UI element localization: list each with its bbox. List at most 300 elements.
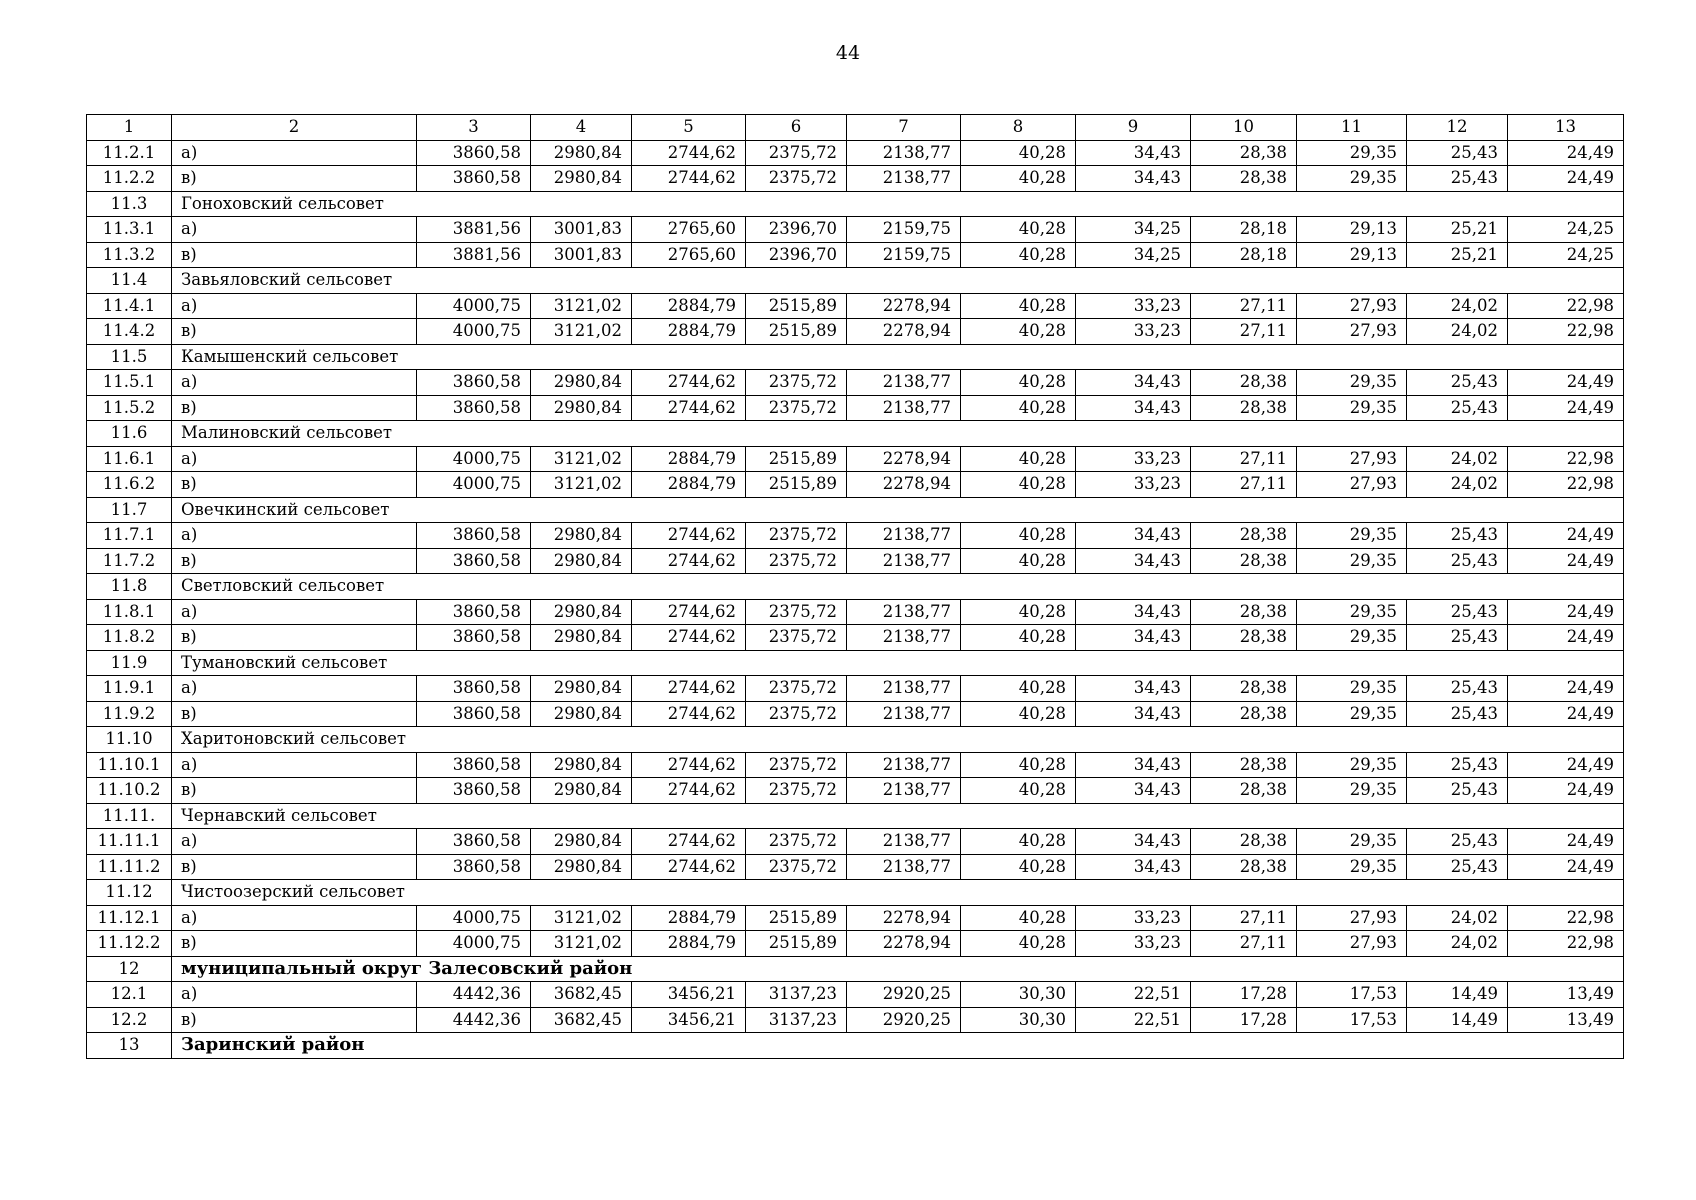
value-cell: 2396,70: [746, 242, 847, 268]
table-row: [87, 166, 1624, 192]
column-number-cell: 12: [1407, 115, 1508, 141]
table-row: [87, 854, 1624, 880]
column-number-cell: 8: [961, 115, 1076, 141]
table-row: [87, 701, 1624, 727]
value-cell: 27,93: [1297, 931, 1407, 957]
value-cell: 29,35: [1297, 829, 1407, 855]
table-row: [87, 370, 1624, 396]
value-cell: 28,38: [1191, 395, 1297, 421]
value-cell: 24,49: [1508, 548, 1624, 574]
row-label-cell: а): [172, 446, 417, 472]
row-label-cell: а): [172, 905, 417, 931]
value-cell: 14,49: [1407, 1007, 1508, 1033]
value-cell: 3121,02: [531, 319, 632, 345]
value-cell: 40,28: [961, 319, 1076, 345]
value-cell: 2278,94: [847, 293, 961, 319]
row-index-cell: 11.9.1: [87, 676, 172, 702]
value-cell: 40,28: [961, 446, 1076, 472]
value-cell: 2278,94: [847, 446, 961, 472]
row-index-cell: 11.8.1: [87, 599, 172, 625]
value-cell: 34,25: [1076, 217, 1191, 243]
row-label-cell: в): [172, 395, 417, 421]
value-cell: 28,38: [1191, 548, 1297, 574]
value-cell: 4000,75: [417, 905, 531, 931]
column-number-cell: 4: [531, 115, 632, 141]
value-cell: 25,43: [1407, 829, 1508, 855]
value-cell: 29,35: [1297, 676, 1407, 702]
value-cell: 24,25: [1508, 217, 1624, 243]
value-cell: 33,23: [1076, 931, 1191, 957]
value-cell: 2138,77: [847, 548, 961, 574]
column-number-cell: 11: [1297, 115, 1407, 141]
value-cell: 2980,84: [531, 370, 632, 396]
section-title: Тумановский сельсовет: [172, 650, 1624, 676]
value-cell: 28,38: [1191, 166, 1297, 192]
value-cell: 3860,58: [417, 140, 531, 166]
value-cell: 4000,75: [417, 472, 531, 498]
row-label-cell: а): [172, 676, 417, 702]
value-cell: 40,28: [961, 854, 1076, 880]
value-cell: 40,28: [961, 472, 1076, 498]
value-cell: 2375,72: [746, 166, 847, 192]
value-cell: 2138,77: [847, 140, 961, 166]
table-row: [87, 319, 1624, 345]
value-cell: 29,35: [1297, 625, 1407, 651]
value-cell: 34,43: [1076, 548, 1191, 574]
row-label-cell: а): [172, 140, 417, 166]
table-row: [87, 931, 1624, 957]
value-cell: 3881,56: [417, 217, 531, 243]
value-cell: 27,11: [1191, 931, 1297, 957]
row-label-cell: а): [172, 829, 417, 855]
value-cell: 33,23: [1076, 293, 1191, 319]
value-cell: 2744,62: [632, 370, 746, 396]
district-title: муниципальный округ Залесовский район: [172, 956, 1624, 982]
value-cell: 24,49: [1508, 701, 1624, 727]
value-cell: 40,28: [961, 599, 1076, 625]
value-cell: 27,93: [1297, 319, 1407, 345]
value-cell: 40,28: [961, 625, 1076, 651]
value-cell: 2138,77: [847, 625, 961, 651]
row-index-cell: 11.4: [87, 268, 172, 294]
section-title: Малиновский сельсовет: [172, 421, 1624, 447]
value-cell: 2375,72: [746, 829, 847, 855]
value-cell: 28,38: [1191, 599, 1297, 625]
column-number-row: [87, 115, 1624, 141]
value-cell: 3121,02: [531, 905, 632, 931]
value-cell: 22,98: [1508, 319, 1624, 345]
value-cell: 2375,72: [746, 548, 847, 574]
value-cell: 2744,62: [632, 625, 746, 651]
table-row: [87, 778, 1624, 804]
value-cell: 4000,75: [417, 293, 531, 319]
value-cell: 29,35: [1297, 548, 1407, 574]
row-index-cell: 11.3.1: [87, 217, 172, 243]
section-header-row: [87, 344, 1624, 370]
value-cell: 3881,56: [417, 242, 531, 268]
value-cell: 34,43: [1076, 370, 1191, 396]
value-cell: 3860,58: [417, 676, 531, 702]
value-cell: 3121,02: [531, 472, 632, 498]
value-cell: 2980,84: [531, 140, 632, 166]
value-cell: 24,02: [1407, 293, 1508, 319]
value-cell: 30,30: [961, 982, 1076, 1008]
row-label-cell: а): [172, 752, 417, 778]
column-number-cell: 7: [847, 115, 961, 141]
value-cell: 29,35: [1297, 701, 1407, 727]
row-index-cell: 11.12.2: [87, 931, 172, 957]
value-cell: 2515,89: [746, 446, 847, 472]
value-cell: 34,43: [1076, 752, 1191, 778]
value-cell: 2744,62: [632, 829, 746, 855]
value-cell: 33,23: [1076, 905, 1191, 931]
row-index-cell: 11.6.1: [87, 446, 172, 472]
value-cell: 2375,72: [746, 370, 847, 396]
column-number-cell: 9: [1076, 115, 1191, 141]
value-cell: 30,30: [961, 1007, 1076, 1033]
value-cell: 4000,75: [417, 446, 531, 472]
table-row: [87, 905, 1624, 931]
value-cell: 2980,84: [531, 829, 632, 855]
value-cell: 22,98: [1508, 905, 1624, 931]
section-header-row: [87, 268, 1624, 294]
row-index-cell: 11.7.2: [87, 548, 172, 574]
value-cell: 24,02: [1407, 446, 1508, 472]
value-cell: 2980,84: [531, 701, 632, 727]
value-cell: 3860,58: [417, 523, 531, 549]
value-cell: 3121,02: [531, 446, 632, 472]
row-index-cell: 11.12.1: [87, 905, 172, 931]
value-cell: 3860,58: [417, 778, 531, 804]
value-cell: 25,21: [1407, 217, 1508, 243]
value-cell: 34,43: [1076, 854, 1191, 880]
value-cell: 2744,62: [632, 854, 746, 880]
value-cell: 2138,77: [847, 752, 961, 778]
value-cell: 2375,72: [746, 599, 847, 625]
value-cell: 2515,89: [746, 905, 847, 931]
value-cell: 27,11: [1191, 905, 1297, 931]
row-index-cell: 11.2.1: [87, 140, 172, 166]
value-cell: 14,49: [1407, 982, 1508, 1008]
value-cell: 28,18: [1191, 242, 1297, 268]
value-cell: 17,53: [1297, 1007, 1407, 1033]
value-cell: 34,43: [1076, 523, 1191, 549]
value-cell: 2744,62: [632, 752, 746, 778]
row-label-cell: а): [172, 293, 417, 319]
section-title: Чернавский сельсовет: [172, 803, 1624, 829]
value-cell: 33,23: [1076, 319, 1191, 345]
value-cell: 13,49: [1508, 1007, 1624, 1033]
value-cell: 2980,84: [531, 395, 632, 421]
row-label-cell: в): [172, 625, 417, 651]
row-index-cell: 12: [87, 956, 172, 982]
value-cell: 3456,21: [632, 1007, 746, 1033]
value-cell: 40,28: [961, 395, 1076, 421]
row-label-cell: в): [172, 472, 417, 498]
value-cell: 2980,84: [531, 778, 632, 804]
row-index-cell: 11.10: [87, 727, 172, 753]
row-index-cell: 11.11.1: [87, 829, 172, 855]
section-header-row: [87, 803, 1624, 829]
value-cell: 34,43: [1076, 829, 1191, 855]
value-cell: 27,11: [1191, 446, 1297, 472]
value-cell: 40,28: [961, 752, 1076, 778]
value-cell: 2138,77: [847, 778, 961, 804]
value-cell: 2884,79: [632, 319, 746, 345]
section-title: Завьяловский сельсовет: [172, 268, 1624, 294]
section-header-row: [87, 650, 1624, 676]
row-index-cell: 11.11.: [87, 803, 172, 829]
value-cell: 29,35: [1297, 778, 1407, 804]
value-cell: 34,25: [1076, 242, 1191, 268]
value-cell: 25,43: [1407, 523, 1508, 549]
value-cell: 27,93: [1297, 472, 1407, 498]
row-label-cell: в): [172, 242, 417, 268]
section-header-row: [87, 497, 1624, 523]
value-cell: 3682,45: [531, 1007, 632, 1033]
district-header-row: [87, 1033, 1624, 1059]
row-index-cell: 11.9.2: [87, 701, 172, 727]
row-index-cell: 11.9: [87, 650, 172, 676]
value-cell: 25,21: [1407, 242, 1508, 268]
section-title: Чистоозерский сельсовет: [172, 880, 1624, 906]
value-cell: 29,13: [1297, 217, 1407, 243]
value-cell: 28,18: [1191, 217, 1297, 243]
value-cell: 2980,84: [531, 676, 632, 702]
value-cell: 24,49: [1508, 599, 1624, 625]
value-cell: 2375,72: [746, 854, 847, 880]
value-cell: 40,28: [961, 140, 1076, 166]
row-label-cell: в): [172, 854, 417, 880]
value-cell: 24,49: [1508, 829, 1624, 855]
value-cell: 2884,79: [632, 905, 746, 931]
row-index-cell: 13: [87, 1033, 172, 1059]
section-header-row: [87, 191, 1624, 217]
value-cell: 28,38: [1191, 752, 1297, 778]
value-cell: 40,28: [961, 548, 1076, 574]
value-cell: 2884,79: [632, 931, 746, 957]
value-cell: 29,35: [1297, 523, 1407, 549]
row-index-cell: 12.1: [87, 982, 172, 1008]
value-cell: 4000,75: [417, 931, 531, 957]
value-cell: 3682,45: [531, 982, 632, 1008]
column-number-cell: 6: [746, 115, 847, 141]
value-cell: 22,98: [1508, 931, 1624, 957]
value-cell: 2884,79: [632, 446, 746, 472]
row-label-cell: а): [172, 370, 417, 396]
value-cell: 40,28: [961, 676, 1076, 702]
value-cell: 2884,79: [632, 472, 746, 498]
value-cell: 2744,62: [632, 701, 746, 727]
value-cell: 40,28: [961, 370, 1076, 396]
value-cell: 2278,94: [847, 319, 961, 345]
section-header-row: [87, 880, 1624, 906]
value-cell: 2744,62: [632, 395, 746, 421]
value-cell: 24,49: [1508, 752, 1624, 778]
value-cell: 24,49: [1508, 676, 1624, 702]
value-cell: 2515,89: [746, 472, 847, 498]
value-cell: 24,02: [1407, 472, 1508, 498]
value-cell: 2515,89: [746, 293, 847, 319]
value-cell: 25,43: [1407, 778, 1508, 804]
value-cell: 25,43: [1407, 752, 1508, 778]
value-cell: 2884,79: [632, 293, 746, 319]
page-number: 44: [835, 42, 861, 64]
value-cell: 27,93: [1297, 905, 1407, 931]
value-cell: 24,02: [1407, 905, 1508, 931]
value-cell: 2159,75: [847, 242, 961, 268]
row-index-cell: 11.8: [87, 574, 172, 600]
value-cell: 25,43: [1407, 548, 1508, 574]
table-row: [87, 625, 1624, 651]
value-cell: 34,43: [1076, 166, 1191, 192]
value-cell: 2278,94: [847, 905, 961, 931]
value-cell: 40,28: [961, 166, 1076, 192]
value-cell: 2138,77: [847, 523, 961, 549]
row-label-cell: в): [172, 319, 417, 345]
value-cell: 2765,60: [632, 242, 746, 268]
value-cell: 2980,84: [531, 752, 632, 778]
value-cell: 3860,58: [417, 599, 531, 625]
value-cell: 4000,75: [417, 319, 531, 345]
value-cell: 3456,21: [632, 982, 746, 1008]
table-row: [87, 548, 1624, 574]
table-row: [87, 982, 1624, 1008]
value-cell: 24,25: [1508, 242, 1624, 268]
row-index-cell: 11.6.2: [87, 472, 172, 498]
value-cell: 34,43: [1076, 395, 1191, 421]
value-cell: 3860,58: [417, 370, 531, 396]
column-number-cell: 10: [1191, 115, 1297, 141]
section-title: Светловский сельсовет: [172, 574, 1624, 600]
value-cell: 2515,89: [746, 319, 847, 345]
value-cell: 33,23: [1076, 472, 1191, 498]
value-cell: 2396,70: [746, 217, 847, 243]
value-cell: 28,38: [1191, 778, 1297, 804]
value-cell: 24,49: [1508, 395, 1624, 421]
value-cell: 3860,58: [417, 752, 531, 778]
section-title: Гоноховский сельсовет: [172, 191, 1624, 217]
row-label-cell: в): [172, 1007, 417, 1033]
value-cell: 24,49: [1508, 625, 1624, 651]
row-index-cell: 11.4.2: [87, 319, 172, 345]
row-index-cell: 11.7.1: [87, 523, 172, 549]
value-cell: 22,51: [1076, 1007, 1191, 1033]
table-row: [87, 242, 1624, 268]
value-cell: 27,11: [1191, 472, 1297, 498]
value-cell: 24,49: [1508, 370, 1624, 396]
value-cell: 25,43: [1407, 395, 1508, 421]
value-cell: 2980,84: [531, 854, 632, 880]
value-cell: 25,43: [1407, 701, 1508, 727]
row-index-cell: 11.6: [87, 421, 172, 447]
value-cell: 29,13: [1297, 242, 1407, 268]
value-cell: 4442,36: [417, 982, 531, 1008]
value-cell: 40,28: [961, 778, 1076, 804]
value-cell: 28,38: [1191, 701, 1297, 727]
row-index-cell: 11.4.1: [87, 293, 172, 319]
value-cell: 40,28: [961, 701, 1076, 727]
section-header-row: [87, 421, 1624, 447]
table-row: [87, 217, 1624, 243]
value-cell: 27,93: [1297, 293, 1407, 319]
value-cell: 2744,62: [632, 523, 746, 549]
value-cell: 28,38: [1191, 676, 1297, 702]
value-cell: 24,49: [1508, 854, 1624, 880]
value-cell: 27,93: [1297, 446, 1407, 472]
value-cell: 2138,77: [847, 854, 961, 880]
value-cell: 2980,84: [531, 548, 632, 574]
value-cell: 28,38: [1191, 854, 1297, 880]
value-cell: 29,35: [1297, 166, 1407, 192]
value-cell: 24,49: [1508, 523, 1624, 549]
value-cell: 29,35: [1297, 752, 1407, 778]
value-cell: 2980,84: [531, 625, 632, 651]
value-cell: 2138,77: [847, 166, 961, 192]
section-title: Харитоновский сельсовет: [172, 727, 1624, 753]
value-cell: 2375,72: [746, 778, 847, 804]
value-cell: 24,02: [1407, 319, 1508, 345]
value-cell: 2138,77: [847, 701, 961, 727]
value-cell: 25,43: [1407, 166, 1508, 192]
table-body: [87, 115, 1624, 1059]
value-cell: 2138,77: [847, 395, 961, 421]
value-cell: 17,28: [1191, 1007, 1297, 1033]
value-cell: 2375,72: [746, 701, 847, 727]
value-cell: 3860,58: [417, 625, 531, 651]
value-cell: 40,28: [961, 931, 1076, 957]
value-cell: 34,43: [1076, 140, 1191, 166]
value-cell: 34,43: [1076, 701, 1191, 727]
column-number-cell: 1: [87, 115, 172, 141]
row-index-cell: 11.10.1: [87, 752, 172, 778]
value-cell: 24,49: [1508, 778, 1624, 804]
value-cell: 34,43: [1076, 599, 1191, 625]
value-cell: 28,38: [1191, 829, 1297, 855]
value-cell: 25,43: [1407, 370, 1508, 396]
value-cell: 3860,58: [417, 548, 531, 574]
row-label-cell: в): [172, 548, 417, 574]
section-title: Камышенский сельсовет: [172, 344, 1624, 370]
section-title: Овечкинский сельсовет: [172, 497, 1624, 523]
value-cell: 29,35: [1297, 395, 1407, 421]
row-index-cell: 11.7: [87, 497, 172, 523]
value-cell: 22,51: [1076, 982, 1191, 1008]
district-header-row: [87, 956, 1624, 982]
value-cell: 2744,62: [632, 548, 746, 574]
table-row: [87, 676, 1624, 702]
value-cell: 2138,77: [847, 370, 961, 396]
table-row: [87, 472, 1624, 498]
value-cell: 2278,94: [847, 472, 961, 498]
value-cell: 2765,60: [632, 217, 746, 243]
value-cell: 28,38: [1191, 625, 1297, 651]
value-cell: 2375,72: [746, 140, 847, 166]
value-cell: 28,38: [1191, 370, 1297, 396]
value-cell: 25,43: [1407, 625, 1508, 651]
table-row: [87, 446, 1624, 472]
value-cell: 27,11: [1191, 319, 1297, 345]
table-row: [87, 140, 1624, 166]
value-cell: 24,02: [1407, 931, 1508, 957]
value-cell: 33,23: [1076, 446, 1191, 472]
value-cell: 2744,62: [632, 676, 746, 702]
row-label-cell: в): [172, 778, 417, 804]
value-cell: 3860,58: [417, 166, 531, 192]
value-cell: 28,38: [1191, 140, 1297, 166]
value-cell: 40,28: [961, 905, 1076, 931]
row-label-cell: а): [172, 982, 417, 1008]
